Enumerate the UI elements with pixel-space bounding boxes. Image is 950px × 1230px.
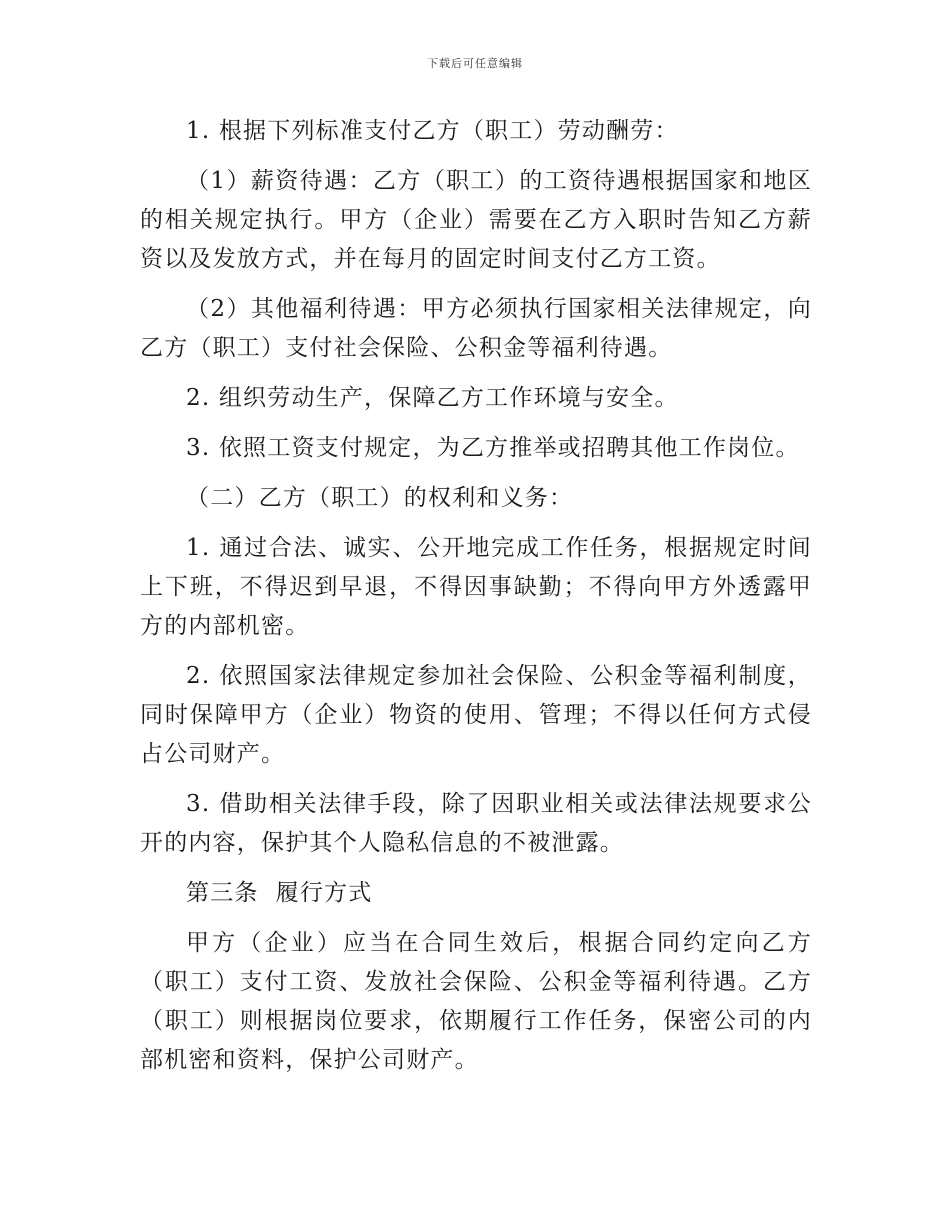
paragraph-privacy: 3. 借助相关法律手段，除了因职业相关或法律法规要求公开的内容，保护其个人隐私信息的不被泄露。 [140,791,812,856]
paragraph-job-recommendation: 3. 依照工资支付规定，为乙方推举或招聘其他工作岗位。 [186,435,800,461]
paragraph-labor-production: 2. 组织劳动生产，保障乙方工作环境与安全。 [186,385,679,411]
paragraph-employee-rights-heading: （二）乙方（职工）的权利和义务： [186,485,574,511]
page-header: 下载后可任意编辑 [427,57,523,70]
paragraph-work-duties: 1. 通过合法、诚实、公开地完成工作任务，根据规定时间上下班，不得迟到早退，不得因事缺勤；不得向甲方外透露甲方的内部机密。 [140,535,812,639]
paragraph-performance-method: 甲方（企业）应当在合同生效后，根据合同约定向乙方（职工）支付工资、发放社会保险、公积金等福利待遇。乙方（职工）则根据岗位要求，依期履行工作任务，保密公司的内部机密和资料，保护公司财产。 [140,930,812,1073]
article-three-heading: 第三条 履行方式 [186,880,373,906]
paragraph-other-benefits: （2）其他福利待遇：甲方必须执行国家相关法律规定，向乙方（职工）支付社会保险、公积金等福利待遇。 [140,296,812,361]
document-body [140,112,812,1091]
paragraph-insurance-property: 2. 依照国家法律规定参加社会保险、公积金等福利制度，同时保障甲方（企业）物资的使用、管理；不得以任何方式侵占公司财产。 [140,663,812,767]
paragraph-salary: （1）薪资待遇：乙方（职工）的工资待遇根据国家和地区的相关规定执行。甲方（企业）需要在乙方入职时告知乙方薪资以及发放方式，并在每月的固定时间支付乙方工资。 [140,168,812,272]
paragraph-pay-standard: 1. 根据下列标准支付乙方（职工）劳动酬劳： [186,118,679,144]
